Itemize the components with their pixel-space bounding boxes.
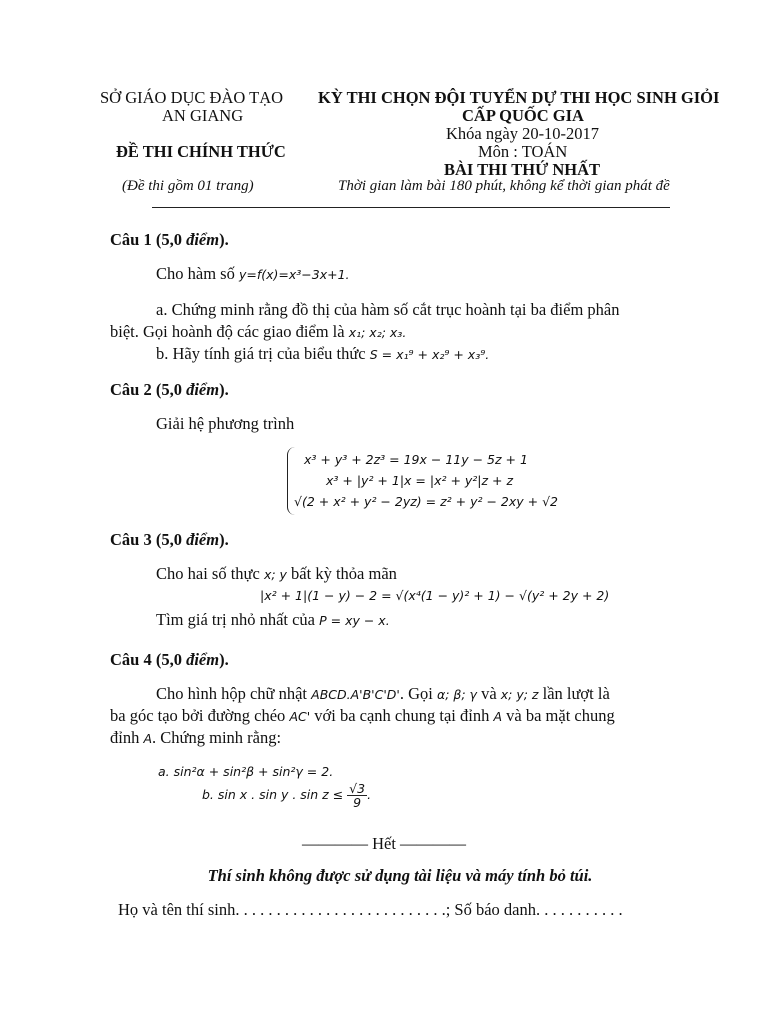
q4-line-3: đỉnh A. Chứng minh rằng:	[110, 728, 282, 747]
page-count-note: (Đề thi gồm 01 trang)	[122, 178, 254, 194]
candidate-note: Thí sinh không được sử dụng tài liệu và máy tính bỏ túi.	[207, 866, 593, 885]
exam-subject: Môn : TOÁN	[478, 142, 568, 161]
q4-title: Câu 4 (5,0 điểm).	[110, 650, 229, 669]
q4-line-2: ba góc tạo bởi đường chéo AC' với ba cạnh chung tại đỉnh A và ba mặt chung	[110, 706, 615, 725]
q2-equation-3: √(2 + x² + y² − 2yz) = z² + y² − 2xy + √2	[294, 494, 558, 509]
exam-date: Khóa ngày 20-10-2017	[446, 124, 600, 143]
q2-equation-1: x³ + y³ + 2z³ = 19x − 11y − 5z + 1	[304, 452, 528, 467]
q2-equation-2: x³ + |y² + 1|x = |x² + y²|z + z	[326, 473, 514, 488]
q3-intro: Cho hai số thực x; y bất kỳ thỏa mãn	[156, 564, 397, 583]
q3-p-expression: P = xy − x.	[319, 613, 390, 628]
q1-part-b: b. Hãy tính giá trị của biểu thức S = x₁⁹ + x₂⁹ + x₃⁹.	[156, 344, 490, 363]
q4-fraction: $\frac{√3}{9}$	[349, 781, 366, 811]
q3-title: Câu 3 (5,0 điểm).	[110, 530, 229, 549]
q2-title: Câu 2 (5,0 điểm).	[110, 380, 229, 399]
q1-title: Câu 1 (5,0 điểm).	[110, 230, 229, 249]
header-divider	[152, 207, 670, 208]
q4-part-b: b. sin x . sin y . sin z ≤ $\frac{√3}{9}$ .	[202, 781, 372, 811]
province-name: AN GIANG	[162, 106, 244, 125]
q4-part-a: a. sin²α + sin²β + sin²γ = 2.	[158, 764, 334, 779]
exam-time: Thời gian làm bài 180 phút, không kể thời gian phát đề	[338, 178, 670, 194]
department-name: SỞ GIÁO DỤC ĐÀO TẠO	[100, 88, 284, 107]
q3-question: Tìm giá trị nhỏ nhất của P = xy − x.	[156, 610, 390, 629]
q1-roots: x₁; x₂; x₃.	[348, 325, 407, 340]
official-exam-label: ĐỀ THI CHÍNH THỨC	[116, 142, 286, 161]
q3-condition: |x² + 1|(1 − y) − 2 = √(x⁴(1 − y)² + 1) − √(y² + 2y + 2)	[260, 588, 610, 603]
q1-function: y=f(x)=x³−3x+1.	[238, 267, 350, 282]
q1-part-a-line1: a. Chứng minh rằng đồ thị của hàm số cắt trục hoành tại ba điểm phân	[156, 300, 620, 319]
candidate-info-line: Họ và tên thí sinh. . . . . . . . . . . . . . . . . . . . . . . . . .; Số báo danh. . . . . . . . . . .	[118, 900, 623, 919]
q1-expression: S = x₁⁹ + x₂⁹ + x₃⁹.	[369, 347, 490, 362]
exam-title: KỲ THI CHỌN ĐỘI TUYỂN DỰ THI HỌC SINH GIỎI	[318, 88, 720, 107]
q1-part-a-line2: biệt. Gọi hoành độ các giao điểm là x₁; x₂; x₃.	[110, 322, 407, 341]
q2-intro: Giải hệ phương trình	[156, 414, 295, 433]
q4-line-1: Cho hình hộp chữ nhật ABCD.A'B'C'D'. Gọi α; β; γ và x; y; z lần lượt là	[156, 684, 610, 703]
exam-level: CẤP QUỐC GIA	[462, 106, 584, 125]
end-marker: ———— Hết ————	[301, 834, 467, 853]
q1-intro: Cho hàm số y=f(x)=x³−3x+1.	[156, 264, 350, 283]
exam-paper: BÀI THI THỨ NHẤT	[444, 160, 601, 179]
